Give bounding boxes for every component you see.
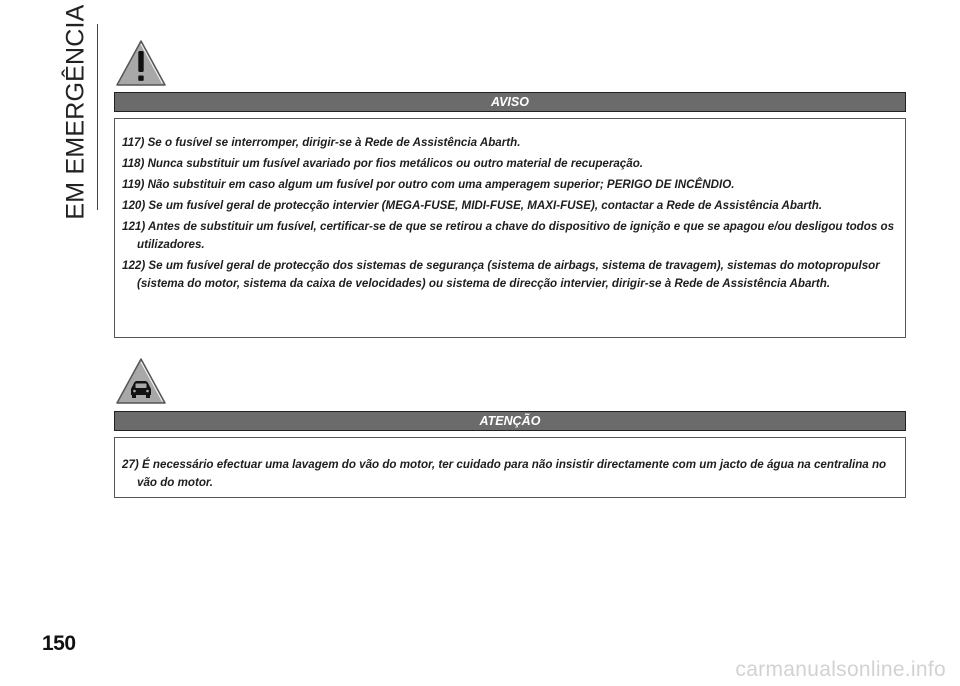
aviso-note-118: 118) Nunca substituir um fusível avariado por fios metálicos ou outro material de recuperação. (122, 157, 644, 170)
warning-exclamation-icon (114, 38, 168, 88)
section-side-label (58, 4, 94, 220)
atencao-title: ATENÇÃO (479, 414, 541, 428)
aviso-note-122: 122) Se um fusível geral de protecção dos sistemas de segurança (sistema de airbags, sistema de travagem), sistemas do motopropulsor (sistema do motor, sistema da caixa de velocidades) ou sistema de direcção intervier, dirigir-se à Rede de Assistência Abarth. (122, 259, 880, 290)
aviso-note-119: 119) Não substituir em caso algum um fusível por outro com uma amperagem superior; PERIGO DE INCÊNDIO. (122, 178, 735, 191)
atencao-notes-list (119, 456, 897, 492)
atencao-notes-box (114, 437, 906, 498)
section-side-label-text: EM EMERGÊNCIA (61, 4, 90, 220)
side-divider (97, 24, 98, 210)
aviso-note-120: 120) Se um fusível geral de protecção intervier (MEGA-FUSE, MIDI-FUSE, MAXI-FUSE), contactar a Rede de Assistência Abarth. (122, 199, 823, 212)
aviso-note-121: 121) Antes de substituir um fusível, certificar-se de que se retirou a chave do dispositivo de ignição e que se apagou e/ou desligou todos os utilizadores. (122, 220, 895, 251)
aviso-title: AVISO (491, 95, 529, 109)
atencao-note-27: 27) É necessário efectuar uma lavagem do vão do motor, ter cuidado para não insistir directamente com um jacto de água na centralina no vão do motor. (122, 458, 887, 489)
aviso-notes-box (114, 118, 906, 338)
aviso-note-117: 117) Se o fusível se interromper, dirigir-se à Rede de Assistência Abarth. (122, 136, 521, 149)
page-number: 150 (42, 632, 76, 655)
atencao-header-bar (114, 411, 906, 431)
watermark: carmanualsonline.info (735, 658, 946, 681)
car-caution-icon (114, 356, 168, 406)
aviso-notes-list (119, 134, 897, 293)
aviso-header-bar (114, 92, 906, 112)
